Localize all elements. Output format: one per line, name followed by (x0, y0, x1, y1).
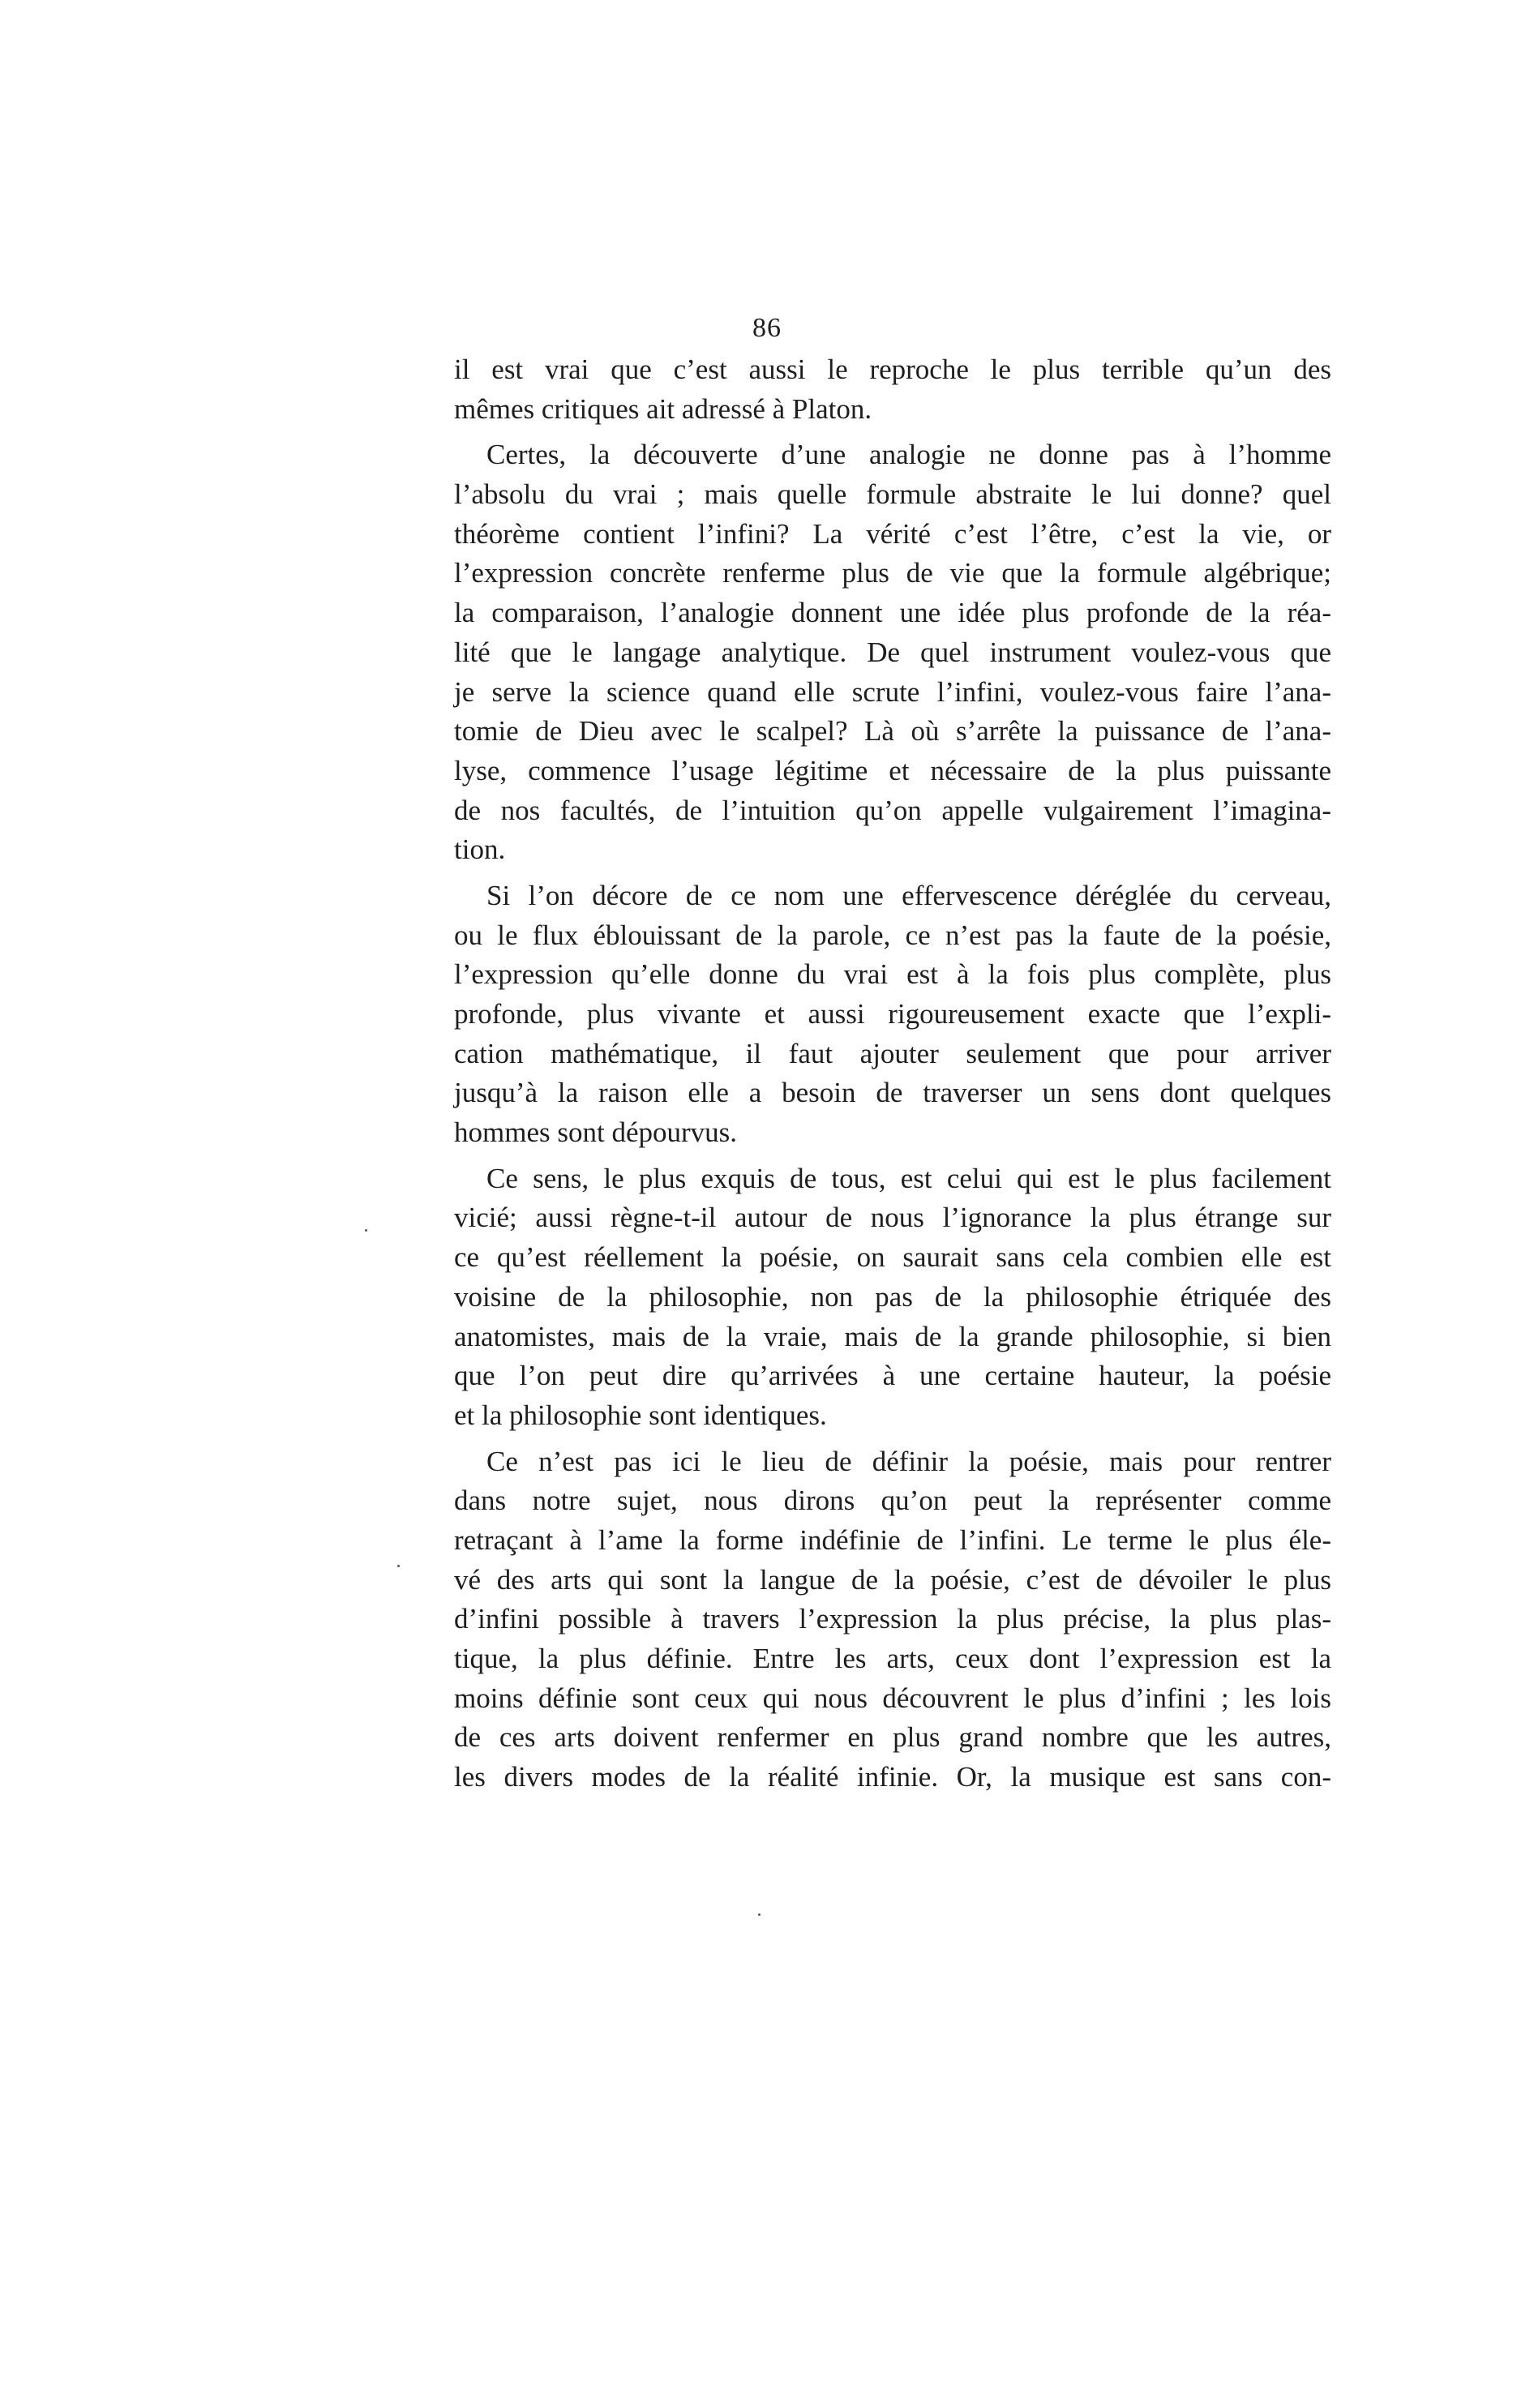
scan-speck (397, 1565, 400, 1567)
text-line: et la philosophie sont identiques. (454, 1399, 827, 1431)
text-line: théorème contient l’infini? La vérité c’est l’être, c’est la vie, or (454, 517, 1331, 550)
body-text (454, 350, 1331, 1797)
scan-speck (758, 1913, 761, 1916)
text-line: de nos facultés, de l’intuition qu’on appelle vulgairement l’imagina- (454, 794, 1331, 826)
text-line: moins définie sont ceux qui nous découvrent le plus d’infini ; les lois (454, 1682, 1331, 1714)
text-line: vicié; aussi règne-t-il autour de nous l’ignorance la plus étrange sur (454, 1202, 1331, 1234)
text-line: vé des arts qui sont la langue de la poésie, c’est de dévoiler le plus (454, 1563, 1331, 1596)
text-line: tomie de Dieu avec le scalpel? Là où s’arrête la puissance de l’ana- (454, 715, 1331, 748)
text-line: voisine de la philosophie, non pas de la philosophie étriquée des (454, 1280, 1331, 1313)
text-line: tion. (454, 833, 506, 866)
text-line: je serve la science quand elle scrute l’infini, voulez-vous faire l’ana- (454, 675, 1331, 708)
text-line: anatomistes, mais de la vraie, mais de la grande philosophie, si bien (454, 1320, 1331, 1352)
text-line: cation mathématique, il faut ajouter seulement que pour arriver (454, 1037, 1331, 1069)
text-line: hommes sont dépourvus. (454, 1116, 738, 1149)
text-line: l’expression qu’elle donne du vrai est à la fois plus complète, plus (454, 958, 1331, 991)
page-number: 86 (752, 313, 782, 343)
text-line: de ces arts doivent renfermer en plus grand nombre que les autres, (454, 1721, 1331, 1754)
text-line: lité que le langage analytique. De quel instrument voulez-vous que (454, 636, 1331, 668)
scan-speck (365, 1229, 367, 1232)
text-line: Certes, la découverte d’une analogie ne donne pas à l’homme (486, 439, 1331, 471)
paragraph (454, 1159, 1331, 1436)
text-line: ce qu’est réellement la poésie, on saurait sans cela combien elle est (454, 1241, 1331, 1274)
text-line: mêmes critiques ait adressé à Platon. (454, 392, 872, 425)
text-line: les divers modes de la réalité infinie. Or, la musique est sans con- (454, 1761, 1331, 1793)
text-line: profonde, plus vivante et aussi rigoureusement exacte que l’expli- (454, 998, 1331, 1030)
text-line: ou le flux éblouissant de la parole, ce n’est pas la faute de la poésie, (454, 919, 1331, 951)
text-line: tique, la plus définie. Entre les arts, ceux dont l’expression est la (454, 1643, 1331, 1674)
text-line: Ce n’est pas ici le lieu de définir la poésie, mais pour rentrer (486, 1445, 1331, 1477)
text-line: d’infini possible à travers l’expression la plus précise, la plus plas- (454, 1603, 1331, 1635)
text-line: Ce sens, le plus exquis de tous, est celui qui est le plus facilement (486, 1162, 1331, 1194)
text-line: que l’on peut dire qu’arrivées à une certaine hauteur, la poésie (454, 1360, 1331, 1392)
text-line: dans notre sujet, nous dirons qu’on peut la représenter comme (454, 1485, 1331, 1517)
text-line: la comparaison, l’analogie donnent une idée plus profonde de la réa- (454, 597, 1331, 629)
text-line: il est vrai que c’est aussi le reproche le plus terrible qu’un des (454, 353, 1331, 385)
text-line: Si l’on décore de ce nom une effervescence déréglée du cerveau, (486, 879, 1331, 911)
text-line: lyse, commence l’usage légitime et nécessaire de la plus puissante (454, 754, 1331, 786)
paragraph (454, 435, 1331, 870)
text-line: l’expression concrète renferme plus de vie que la formule algébrique; (454, 557, 1331, 589)
paragraph (454, 350, 1331, 429)
text-line: retraçant à l’ame la forme indéfinie de l’infini. Le terme le plus éle- (454, 1523, 1331, 1556)
paragraph (454, 1442, 1331, 1797)
text-line: jusqu’à la raison elle a besoin de traverser un sens dont quelques (454, 1077, 1331, 1109)
text-line: l’absolu du vrai ; mais quelle formule abstraite le lui donne? quel (454, 478, 1331, 511)
paragraph (454, 876, 1331, 1153)
